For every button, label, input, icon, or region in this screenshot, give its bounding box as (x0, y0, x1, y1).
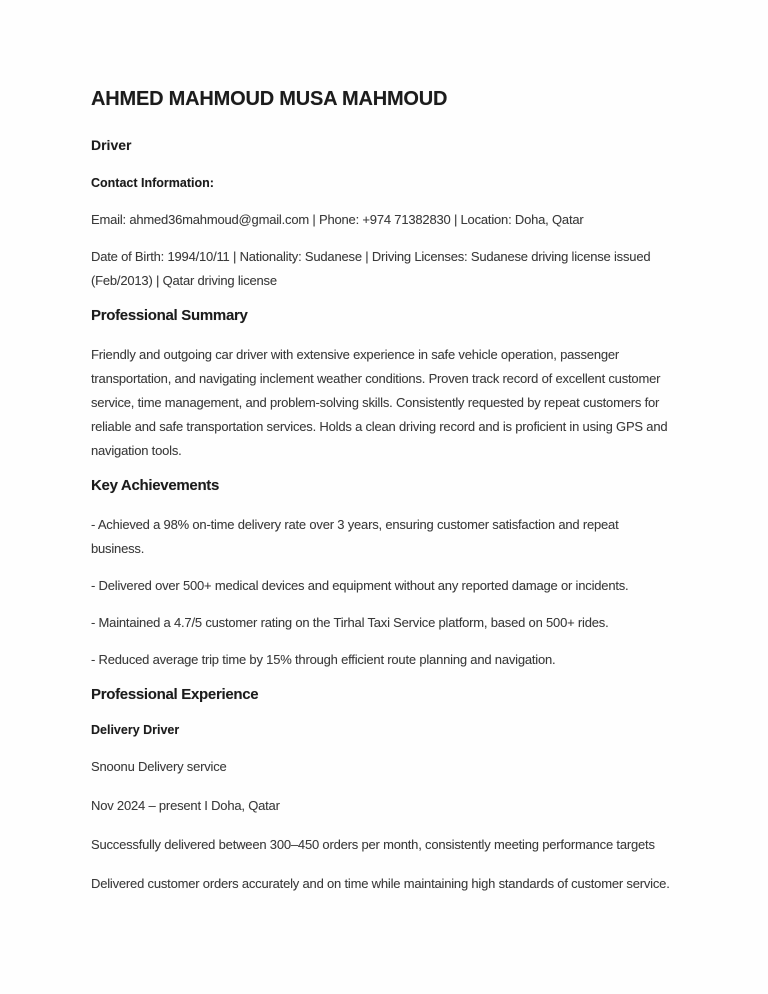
achievement-item: - Delivered over 500+ medical devices and equipment without any reported damage or incidents. (91, 578, 629, 593)
experience-entry (91, 722, 672, 896)
role-title: Driver (91, 137, 132, 153)
section-heading-professional-experience: Professional Experience (91, 686, 259, 703)
section-heading-key-achievements: Key Achievements (91, 477, 220, 494)
candidate-name: AHMED MAHMOUD MUSA MAHMOUD (91, 88, 448, 110)
contact-line-birth-nationality-licenses: Date of Birth: 1994/10/11 | Nationality: Sudanese | Driving Licenses: Sudanese driving license issued (Feb/2013) | Qatar driving license (91, 249, 651, 288)
job-dates-location: Nov 2024 – present I Doha, Qatar (91, 798, 280, 813)
company-name: Snoonu Delivery service (91, 759, 227, 774)
achievement-item: - Maintained a 4.7/5 customer rating on the Tirhal Taxi Service platform, based on 500+ rides. (91, 615, 609, 630)
summary-paragraph: Friendly and outgoing car driver with extensive experience in safe vehicle operation, passenger transportation, and navigating inclement weather conditions. Proven track record of excellent customer service, time management, and problem-solving skills. Consistently requested by repeat customers for reliable and safe transportation services. Holds a clean driving record and is proficient in using GPS and navigation tools. (91, 347, 668, 458)
achievement-item: - Achieved a 98% on-time delivery rate over 3 years, ensuring customer satisfaction and repeat business. (91, 517, 619, 556)
contact-line-email-phone-location: Email: ahmed36mahmoud@gmail.com | Phone: +974 71382830 | Location: Doha, Qatar (91, 212, 584, 227)
experience-paragraph: Successfully delivered between 300–450 orders per month, consistently meeting performance targets (91, 837, 655, 852)
section-heading-professional-summary: Professional Summary (91, 307, 248, 324)
experience-paragraph: Delivered customer orders accurately and on time while maintaining high standards of customer service. (91, 876, 670, 891)
job-title: Delivery Driver (91, 723, 180, 737)
contact-heading: Contact Information: (91, 176, 214, 190)
achievement-item: - Reduced average trip time by 15% through efficient route planning and navigation. (91, 652, 556, 667)
